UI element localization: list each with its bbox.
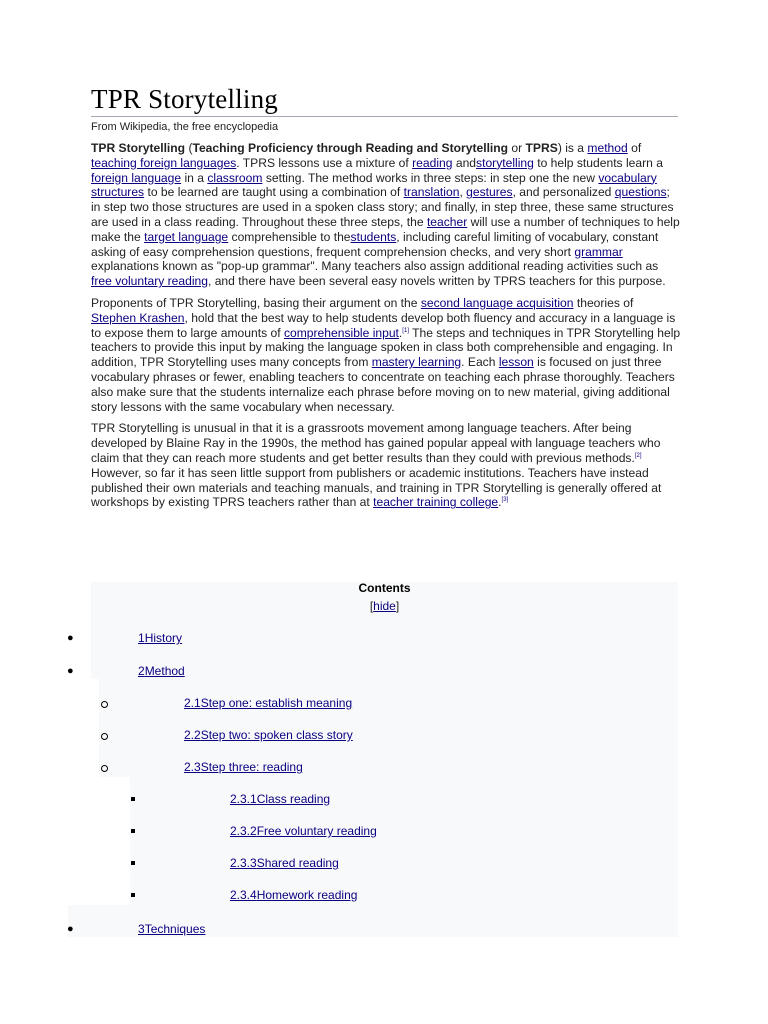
- link-second-language-acquisition[interactable]: second language acquisition: [420, 295, 574, 310]
- text: theories of: [573, 295, 634, 310]
- toc-number: 1: [138, 631, 145, 645]
- text: comprehensible to the: [228, 229, 351, 244]
- toc-panel-edge: [91, 679, 99, 777]
- page-title: TPR Storytelling: [91, 84, 278, 114]
- link-mastery-learning[interactable]: mastery learning: [371, 355, 462, 370]
- bold-term: TPR Storytelling: [91, 141, 186, 155]
- citation-3[interactable]: [3]: [501, 497, 509, 504]
- toc-number: 2.3.2: [230, 824, 257, 838]
- circle-bullet: [101, 701, 108, 708]
- text: of: [627, 141, 642, 155]
- text: (: [185, 141, 193, 155]
- toc-hide-link[interactable]: hide: [373, 599, 396, 613]
- text: to be learned are taught using a combination of: [144, 185, 404, 200]
- proponents-paragraph: [91, 296, 681, 414]
- circle-bullet: [101, 733, 108, 740]
- text: to help students learn a: [533, 155, 663, 170]
- link-method[interactable]: method: [587, 141, 628, 155]
- article-body: [91, 141, 681, 517]
- text: in a: [181, 170, 208, 185]
- link-storytelling[interactable]: storytelling: [476, 155, 534, 170]
- citation-2[interactable]: [2]: [634, 452, 642, 459]
- toc-item-step-one[interactable]: [184, 696, 352, 710]
- toc-label: Step two: spoken class story: [200, 728, 353, 742]
- text: .: [498, 495, 502, 510]
- disc-bullet: ●: [67, 665, 74, 677]
- link-teacher-training-college[interactable]: teacher training college: [373, 495, 499, 510]
- toc-label: Shared reading: [256, 856, 339, 870]
- toc-number: 3: [138, 922, 145, 936]
- toc-item-method[interactable]: [138, 664, 185, 678]
- text: TPR Storytelling is unusual in that it is a grassroots movement among language teachers. After being developed by Blaine Ray in the 1990s, the method has gained popular appeal with language teachers who claim that they can reach more students and get better results than they could with previous methods.: [91, 421, 661, 465]
- text: and: [452, 155, 477, 170]
- toc-item-history[interactable]: [138, 631, 182, 645]
- toc-item-free-voluntary-reading[interactable]: [230, 824, 377, 838]
- bracket: ]: [395, 599, 400, 613]
- link-foreign-language[interactable]: foreign language: [91, 170, 182, 185]
- text: The steps and techniques in TPR Storytelling help teachers to provide this input by making the language spoken in class both comprehensible and engaging. In addition, TPR Storytelling uses many concepts from: [91, 325, 681, 370]
- toc-label: Method: [144, 664, 185, 678]
- toc-label: Step three: reading: [200, 760, 303, 774]
- toc-item-techniques[interactable]: [138, 922, 205, 936]
- text: , hold that the best way to help students develop both fluency and accuracy in a language is to expose them to large amounts of: [91, 310, 676, 340]
- text: , including careful limiting of vocabulary, constant asking of easy comprehension questions, frequent comprehension checks, and very short: [91, 229, 659, 259]
- link-translation[interactable]: translation: [403, 185, 460, 200]
- toc-item-homework-reading[interactable]: [230, 888, 357, 902]
- link-teaching-foreign-languages[interactable]: teaching foreign languages: [91, 155, 237, 170]
- text: setting. The method works in three steps: in step one the new: [262, 170, 599, 185]
- bold-term: TPRS: [525, 141, 558, 155]
- toc-label: History: [144, 631, 183, 645]
- toc-item-step-three[interactable]: [184, 760, 303, 774]
- text: . TPRS lessons use a mixture of: [236, 155, 413, 170]
- text: is focused on just three vocabulary phrases or fewer, enabling teachers to concentrate on teaching each phrase thoroughly. Teachers also make sure that the students internalize each phrase before moving on to new material, giving additional story lessons with the same vocabulary when necessary.: [91, 355, 675, 414]
- toc-number: 2.3: [184, 760, 201, 774]
- link-classroom[interactable]: classroom: [207, 170, 263, 185]
- text: or: [508, 141, 526, 155]
- disc-bullet: ●: [67, 632, 74, 644]
- toc-title: Contents: [358, 581, 411, 595]
- toc-hide-control: [91, 599, 678, 613]
- title-divider: [91, 116, 678, 117]
- toc-number: 2.2: [184, 728, 201, 742]
- toc-number: 2.3.1: [230, 792, 257, 806]
- link-lesson[interactable]: lesson: [498, 355, 534, 370]
- link-free-voluntary-reading[interactable]: free voluntary reading: [91, 274, 208, 289]
- text: , and personalized: [512, 185, 615, 200]
- toc-number: 2.3.4: [230, 888, 257, 902]
- grassroots-paragraph: [91, 421, 681, 510]
- square-bullet: [131, 893, 135, 897]
- text: ; in step two those structures are used in a spoken class story; and finally, in step three, these same structures are used in a class reading. Throughout these three steps, the: [91, 185, 674, 229]
- site-tagline: From Wikipedia, the free encyclopedia: [91, 121, 279, 133]
- link-students[interactable]: students: [350, 229, 397, 244]
- text: Proponents of TPR Storytelling, basing their argument on the: [91, 295, 421, 310]
- bold-term: Teaching Proficiency through Reading and Storytelling: [192, 141, 509, 155]
- link-gestures[interactable]: gestures: [466, 185, 513, 200]
- link-questions[interactable]: questions: [614, 185, 667, 200]
- toc-number: 2.1: [184, 696, 201, 710]
- intro-paragraph: [91, 141, 681, 289]
- toc-label: Class reading: [256, 792, 331, 806]
- square-bullet: [131, 829, 135, 833]
- toc-label: Step one: establish meaning: [200, 696, 353, 710]
- toc-label: Homework reading: [256, 888, 358, 902]
- text: explanations known as "pop-up grammar". Many teachers also assign additional reading activities such as: [91, 259, 659, 274]
- citation-1[interactable]: [1]: [402, 327, 409, 334]
- text: will use a number of techniques to help make the: [91, 214, 680, 244]
- circle-bullet: [101, 765, 108, 772]
- link-stephen-krashen[interactable]: Stephen Krashen: [91, 310, 185, 325]
- disc-bullet: ●: [67, 923, 74, 935]
- toc-item-step-two[interactable]: [184, 728, 353, 742]
- link-comprehensible-input[interactable]: comprehensible input: [283, 325, 399, 340]
- square-bullet: [131, 797, 135, 801]
- toc-number: 2.3.3: [230, 856, 257, 870]
- text: , and there have been several easy novels written by TPRS teachers for this purpose.: [207, 274, 666, 289]
- toc-item-shared-reading[interactable]: [230, 856, 339, 870]
- toc-label: Free voluntary reading: [256, 824, 377, 838]
- link-vocabulary-structures[interactable]: vocabulary structures: [91, 170, 657, 200]
- link-reading[interactable]: reading: [412, 155, 453, 170]
- link-teacher[interactable]: teacher: [426, 214, 468, 229]
- text: ,: [459, 185, 467, 200]
- square-bullet: [131, 861, 135, 865]
- link-target-language[interactable]: target language: [144, 229, 229, 244]
- text: However, so far it has seen little support from publishers or academic institutions. Teachers have instead published their own materials and teaching manuals, and training in TPR Storytelling is generally offered at workshops by existing TPRS teachers rather than at: [91, 465, 662, 510]
- toc-panel-edge: [91, 777, 130, 905]
- toc-number: 2: [138, 664, 145, 678]
- text: ) is a: [557, 141, 588, 155]
- toc-label: Techniques: [144, 922, 206, 936]
- bracket: [: [369, 599, 374, 613]
- text: . Each: [461, 355, 499, 370]
- toc-item-class-reading[interactable]: [230, 792, 330, 806]
- text: .: [398, 325, 403, 340]
- link-grammar[interactable]: grammar: [574, 244, 623, 259]
